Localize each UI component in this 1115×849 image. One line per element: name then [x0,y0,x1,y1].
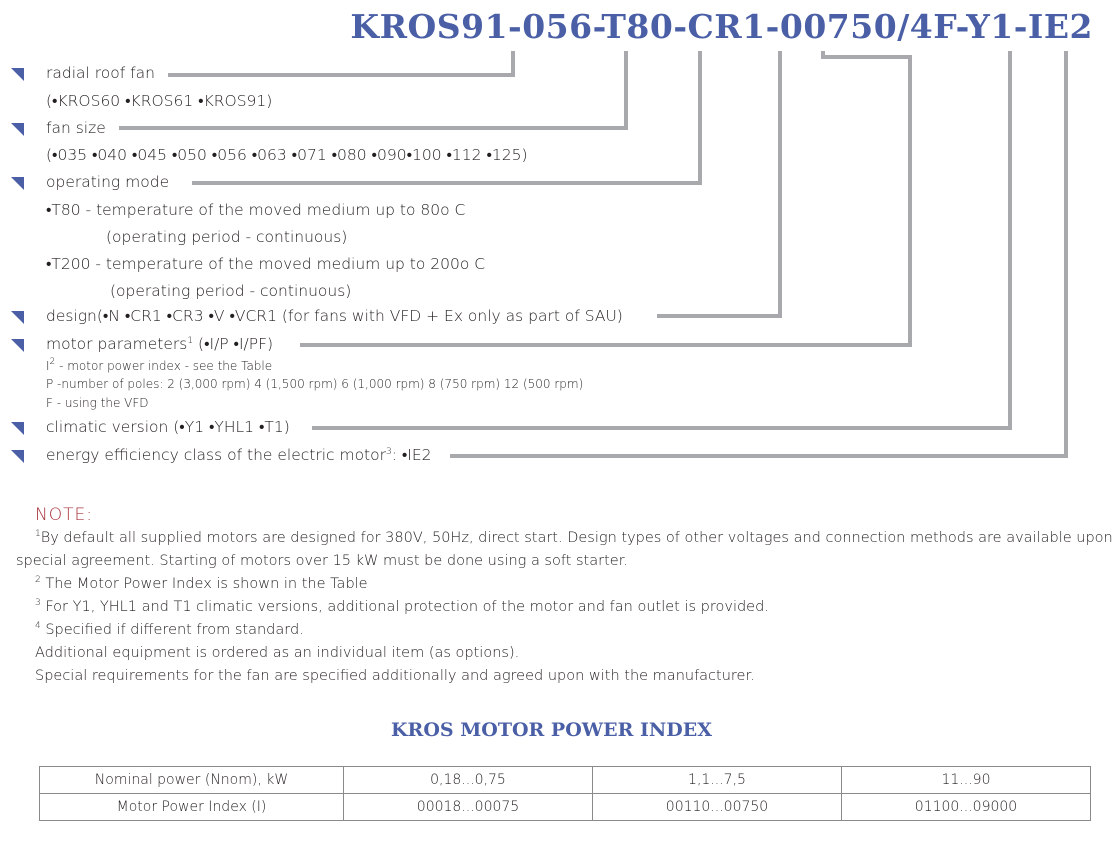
operating-mode-t80: •T80 - temperature of the moved medium up to 80o C [46,201,466,219]
connector-roof-fan [168,51,513,75]
bullet-triangle-icon [11,177,24,190]
note-additional-equipment: Additional equipment is ordered as an individual item (as options). [35,645,520,661]
table-cell: 1,1...7,5 [593,767,842,794]
table-row [40,767,1091,794]
table-row [40,794,1091,821]
roof-fan-options: (•KROS60 •KROS61 •KROS91) [46,92,273,110]
motor-vfd-note: F - using the VFD [46,396,149,410]
roof-fan-label: radial roof fan [46,64,155,82]
note-1-line-2: special agreement. Starting of motors over 15 kW must be done using a soft starter. [16,553,628,569]
connector-fan-size [119,51,626,128]
table-cell: Motor Power Index (I) [40,794,344,821]
operating-mode-label: operating mode [46,173,170,191]
model-code-prefix: KROS91-056-T80-CR1-00750 [350,7,898,46]
connector-motor-parameters [300,51,910,345]
table-cell: 0,18...0,75 [344,767,593,794]
motor-poles-note: P -number of poles: 2 (3,000 rpm) 4 (1,500 rpm) 6 (1,000 rpm) 8 (750 rpm) 12 (500 rpm) [46,377,584,391]
power-index-table-title: KROS MOTOR POWER INDEX [391,719,712,741]
bullet-triangle-icon [11,339,24,352]
climatic-version-label: climatic version (•Y1 •YHL1 •T1) [46,418,290,436]
energy-class-label: energy efficiency class of the electric motor$^3$: •IE2 [46,446,432,464]
note-2: $^2$ The Motor Power Index is shown in the Table [35,575,368,592]
note-1-line-1: $^1$By default all supplied motors are designed for 380V, 50Hz, direct start. Design types of other voltages and connection methods are available upon [35,529,1113,546]
note-3: $^3$ For Y1, YHL1 and T1 climatic versions, additional protection of the motor and fan outlet is provided. [35,598,769,615]
table-cell: Nominal power (Nnom), kW [40,767,344,794]
model-code-suffix: /4F-Y1-IE2 [897,7,1093,46]
connector-energy [450,51,1066,456]
motor-power-index-note: $I^2$ - motor power index - see the Table [46,357,273,373]
design-label: design(•N •CR1 •CR3 •V •VCR1 (for fans with VFD + Ex only as part of SAU) [46,307,623,325]
table-cell: 00110...00750 [593,794,842,821]
table-cell: 00018...00075 [344,794,593,821]
table-cell: 11...90 [842,767,1091,794]
connector-climatic [312,51,1010,428]
bullet-triangle-icon [11,68,24,81]
motor-parameters-label: motor parameters$^1$ (•I/P •I/PF) [46,335,274,353]
bullet-triangle-icon [11,422,24,435]
operating-mode-t80-period: (operating period - continuous) [106,228,348,246]
fan-size-label: fan size [46,119,106,137]
bullet-triangle-icon [11,311,24,324]
note-4: $^4$ Specified if different from standard. [35,621,304,638]
fan-size-options: (•035 •040 •045 •050 •056 •063 •071 •080 •090•100 •112 •125) [46,146,528,164]
operating-mode-t200: •T200 - temperature of the moved medium up to 200o C [46,255,486,273]
note-title: NOTE: [35,505,93,525]
operating-mode-t200-period: (operating period - continuous) [110,282,352,300]
power-index-table [39,766,1091,821]
note-special-requirements: Special requirements for the fan are specified additionally and agreed upon with the manufacturer. [35,668,755,684]
bullet-triangle-icon [11,123,24,136]
table-cell: 01100...09000 [842,794,1091,821]
bullet-triangle-icon [11,450,24,463]
